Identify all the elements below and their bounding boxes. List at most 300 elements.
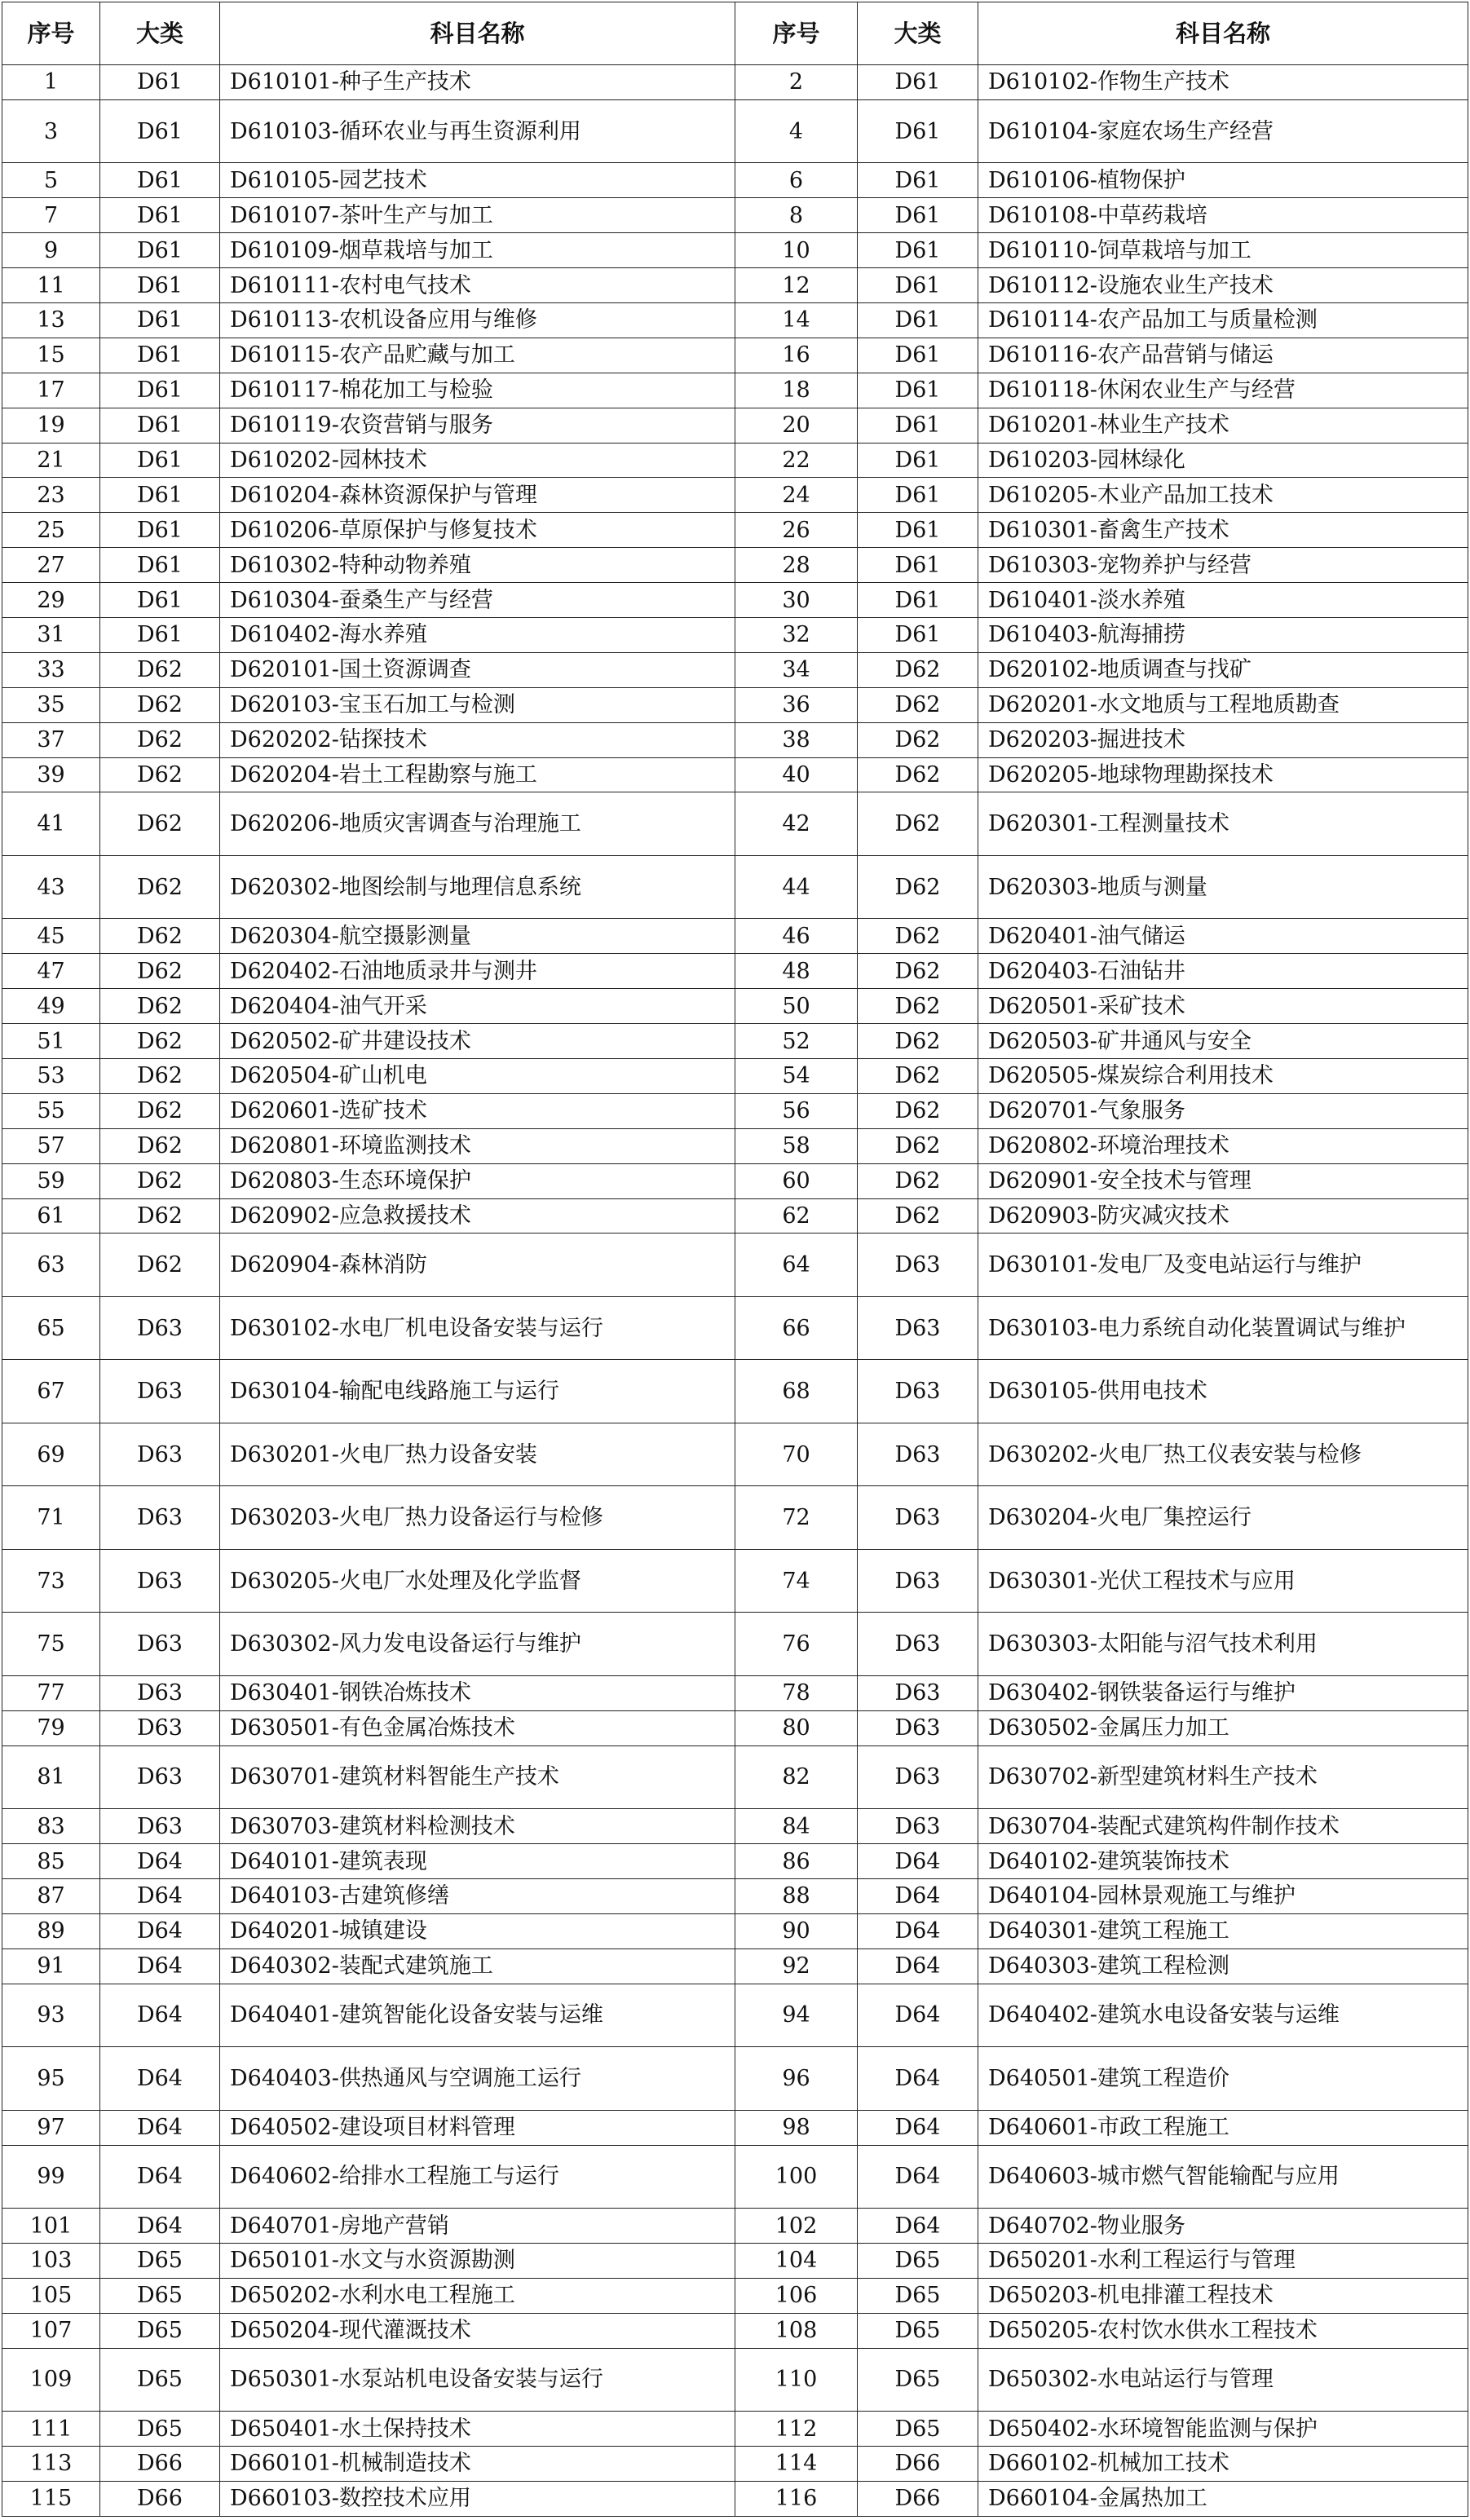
subject-cell: D620102-地质调查与找矿 xyxy=(978,652,1468,687)
category-cell: D61 xyxy=(100,198,220,233)
subject-cell: D610401-淡水养殖 xyxy=(978,583,1468,618)
subject-cell: D610118-休闲农业生产与经营 xyxy=(978,373,1468,408)
category-cell: D64 xyxy=(858,2145,978,2209)
category-cell: D63 xyxy=(858,1423,978,1486)
category-cell: D61 xyxy=(858,548,978,583)
table-row xyxy=(2,1549,1468,1613)
table-row xyxy=(2,198,1468,233)
category-cell: D61 xyxy=(100,233,220,268)
subject-cell: D620404-油气开采 xyxy=(220,989,735,1024)
serial-cell: 79 xyxy=(2,1710,100,1745)
subject-cell: D610113-农机设备应用与维修 xyxy=(220,302,735,338)
subject-cell: D610111-农村电气技术 xyxy=(220,268,735,303)
serial-cell: 93 xyxy=(2,1984,100,2047)
serial-cell: 114 xyxy=(735,2447,858,2482)
category-cell: D61 xyxy=(100,268,220,303)
serial-cell: 68 xyxy=(735,1360,858,1423)
category-cell: D62 xyxy=(100,1093,220,1128)
category-cell: D61 xyxy=(858,65,978,100)
category-cell: D62 xyxy=(100,1128,220,1163)
subject-cell: D640601-市政工程施工 xyxy=(978,2110,1468,2145)
subject-cell: D620802-环境治理技术 xyxy=(978,1128,1468,1163)
header-category-right: 大类 xyxy=(858,2,978,65)
serial-cell: 67 xyxy=(2,1360,100,1423)
serial-cell: 20 xyxy=(735,408,858,443)
serial-cell: 29 xyxy=(2,583,100,618)
category-cell: D62 xyxy=(100,1234,220,1297)
table-row xyxy=(2,163,1468,198)
serial-cell: 38 xyxy=(735,722,858,757)
subject-cell: D630105-供用电技术 xyxy=(978,1360,1468,1423)
serial-cell: 54 xyxy=(735,1058,858,1093)
subject-cell: D630303-太阳能与沼气技术利用 xyxy=(978,1613,1468,1676)
category-cell: D63 xyxy=(100,1745,220,1809)
serial-cell: 71 xyxy=(2,1486,100,1550)
subject-cell: D630704-装配式建筑构件制作技术 xyxy=(978,1809,1468,1844)
category-cell: D65 xyxy=(100,2348,220,2412)
serial-cell: 48 xyxy=(735,954,858,989)
serial-cell: 45 xyxy=(2,919,100,954)
serial-cell: 91 xyxy=(2,1948,100,1984)
serial-cell: 5 xyxy=(2,163,100,198)
subject-table xyxy=(2,2,1468,2517)
serial-cell: 47 xyxy=(2,954,100,989)
serial-cell: 34 xyxy=(735,652,858,687)
table-row xyxy=(2,1675,1468,1710)
category-cell: D63 xyxy=(100,1809,220,1844)
category-cell: D61 xyxy=(858,198,978,233)
subject-cell: D610112-设施农业生产技术 xyxy=(978,268,1468,303)
category-cell: D62 xyxy=(100,652,220,687)
serial-cell: 25 xyxy=(2,513,100,548)
serial-cell: 49 xyxy=(2,989,100,1024)
serial-cell: 94 xyxy=(735,1984,858,2047)
serial-cell: 111 xyxy=(2,2412,100,2447)
serial-cell: 17 xyxy=(2,373,100,408)
subject-cell: D650101-水文与水资源勘测 xyxy=(220,2243,735,2278)
category-cell: D61 xyxy=(100,617,220,652)
category-cell: D65 xyxy=(858,2278,978,2313)
table-row xyxy=(2,2047,1468,2111)
serial-cell: 37 xyxy=(2,722,100,757)
serial-cell: 56 xyxy=(735,1093,858,1128)
category-cell: D64 xyxy=(100,1879,220,1914)
table-row xyxy=(2,548,1468,583)
subject-cell: D610302-特种动物养殖 xyxy=(220,548,735,583)
category-cell: D62 xyxy=(100,1058,220,1093)
subject-cell: D640602-给排水工程施工与运行 xyxy=(220,2145,735,2209)
subject-cell: D610115-农产品贮藏与加工 xyxy=(220,338,735,373)
subject-cell: D650201-水利工程运行与管理 xyxy=(978,2243,1468,2278)
category-cell: D65 xyxy=(858,2243,978,2278)
header-serial-right: 序号 xyxy=(735,2,858,65)
category-cell: D61 xyxy=(858,373,978,408)
category-cell: D62 xyxy=(858,989,978,1024)
table-row xyxy=(2,989,1468,1024)
category-cell: D63 xyxy=(100,1549,220,1613)
serial-cell: 90 xyxy=(735,1913,858,1948)
serial-cell: 26 xyxy=(735,513,858,548)
category-cell: D61 xyxy=(858,478,978,513)
table-row xyxy=(2,513,1468,548)
category-cell: D63 xyxy=(858,1486,978,1550)
table-body xyxy=(2,65,1468,2517)
category-cell: D61 xyxy=(100,513,220,548)
table-row xyxy=(2,1163,1468,1198)
category-cell: D62 xyxy=(858,1128,978,1163)
table-row xyxy=(2,2243,1468,2278)
subject-cell: D610205-木业产品加工技术 xyxy=(978,478,1468,513)
serial-cell: 58 xyxy=(735,1128,858,1163)
subject-cell: D620304-航空摄影测量 xyxy=(220,919,735,954)
category-cell: D61 xyxy=(858,302,978,338)
serial-cell: 27 xyxy=(2,548,100,583)
serial-cell: 11 xyxy=(2,268,100,303)
category-cell: D62 xyxy=(858,757,978,792)
subject-cell: D610204-森林资源保护与管理 xyxy=(220,478,735,513)
subject-cell: D620505-煤炭综合利用技术 xyxy=(978,1058,1468,1093)
category-cell: D61 xyxy=(100,302,220,338)
subject-cell: D640702-物业服务 xyxy=(978,2209,1468,2244)
table-row xyxy=(2,617,1468,652)
subject-cell: D650202-水利水电工程施工 xyxy=(220,2278,735,2313)
serial-cell: 83 xyxy=(2,1809,100,1844)
subject-cell: D660102-机械加工技术 xyxy=(978,2447,1468,2482)
subject-cell: D640701-房地产营销 xyxy=(220,2209,735,2244)
subject-cell: D610203-园林绿化 xyxy=(978,443,1468,478)
category-cell: D61 xyxy=(858,338,978,373)
subject-cell: D630502-金属压力加工 xyxy=(978,1710,1468,1745)
subject-cell: D630102-水电厂机电设备安装与运行 xyxy=(220,1296,735,1360)
subject-cell: D630203-火电厂热力设备运行与检修 xyxy=(220,1486,735,1550)
serial-cell: 63 xyxy=(2,1234,100,1297)
header-category-left: 大类 xyxy=(100,2,220,65)
category-cell: D62 xyxy=(100,722,220,757)
subject-cell: D630103-电力系统自动化装置调试与维护 xyxy=(978,1296,1468,1360)
category-cell: D64 xyxy=(858,2047,978,2111)
subject-cell: D650205-农村饮水供水工程技术 xyxy=(978,2313,1468,2348)
serial-cell: 116 xyxy=(735,2481,858,2516)
subject-cell: D620701-气象服务 xyxy=(978,1093,1468,1128)
category-cell: D63 xyxy=(858,1745,978,1809)
table-row xyxy=(2,583,1468,618)
table-row xyxy=(2,1360,1468,1423)
category-cell: D63 xyxy=(100,1423,220,1486)
subject-cell: D610108-中草药栽培 xyxy=(978,198,1468,233)
subject-cell: D630501-有色金属冶炼技术 xyxy=(220,1710,735,1745)
table-row xyxy=(2,478,1468,513)
category-cell: D62 xyxy=(858,792,978,856)
serial-cell: 99 xyxy=(2,2145,100,2209)
table-row xyxy=(2,2348,1468,2412)
category-cell: D62 xyxy=(100,1198,220,1234)
subject-cell: D640201-城镇建设 xyxy=(220,1913,735,1948)
category-cell: D61 xyxy=(100,338,220,373)
subject-cell: D630302-风力发电设备运行与维护 xyxy=(220,1613,735,1676)
serial-cell: 105 xyxy=(2,2278,100,2313)
subject-cell: D630701-建筑材料智能生产技术 xyxy=(220,1745,735,1809)
subject-cell: D640401-建筑智能化设备安装与运维 xyxy=(220,1984,735,2047)
category-cell: D64 xyxy=(858,1984,978,2047)
table-row xyxy=(2,338,1468,373)
table-row xyxy=(2,1913,1468,1948)
serial-cell: 31 xyxy=(2,617,100,652)
table-row xyxy=(2,954,1468,989)
table-row xyxy=(2,1128,1468,1163)
serial-cell: 74 xyxy=(735,1549,858,1613)
subject-cell: D620205-地球物理勘探技术 xyxy=(978,757,1468,792)
subject-cell: D640302-装配式建筑施工 xyxy=(220,1948,735,1984)
table-row xyxy=(2,1198,1468,1234)
serial-cell: 24 xyxy=(735,478,858,513)
category-cell: D64 xyxy=(100,1948,220,1984)
serial-cell: 78 xyxy=(735,1675,858,1710)
serial-cell: 61 xyxy=(2,1198,100,1234)
subject-cell: D640603-城市燃气智能输配与应用 xyxy=(978,2145,1468,2209)
category-cell: D64 xyxy=(100,1844,220,1879)
subject-cell: D610116-农产品营销与储运 xyxy=(978,338,1468,373)
subject-cell: D620303-地质与测量 xyxy=(978,855,1468,919)
category-cell: D64 xyxy=(100,1913,220,1948)
subject-cell: D640102-建筑装饰技术 xyxy=(978,1844,1468,1879)
category-cell: D64 xyxy=(858,2110,978,2145)
serial-cell: 33 xyxy=(2,652,100,687)
category-cell: D62 xyxy=(100,1024,220,1059)
serial-cell: 28 xyxy=(735,548,858,583)
serial-cell: 55 xyxy=(2,1093,100,1128)
subject-cell: D620902-应急救援技术 xyxy=(220,1198,735,1234)
category-cell: D62 xyxy=(858,722,978,757)
serial-cell: 82 xyxy=(735,1745,858,1809)
category-cell: D64 xyxy=(858,1948,978,1984)
table-row xyxy=(2,65,1468,100)
category-cell: D64 xyxy=(858,1844,978,1879)
category-cell: D62 xyxy=(858,1163,978,1198)
serial-cell: 52 xyxy=(735,1024,858,1059)
serial-cell: 64 xyxy=(735,1234,858,1297)
serial-cell: 76 xyxy=(735,1613,858,1676)
serial-cell: 44 xyxy=(735,855,858,919)
serial-cell: 95 xyxy=(2,2047,100,2111)
subject-cell: D630703-建筑材料检测技术 xyxy=(220,1809,735,1844)
subject-cell: D630402-钢铁装备运行与维护 xyxy=(978,1675,1468,1710)
category-cell: D63 xyxy=(100,1710,220,1745)
category-cell: D61 xyxy=(858,617,978,652)
serial-cell: 92 xyxy=(735,1948,858,1984)
category-cell: D62 xyxy=(100,989,220,1024)
subject-cell: D650301-水泵站机电设备安装与运行 xyxy=(220,2348,735,2412)
serial-cell: 43 xyxy=(2,855,100,919)
subject-cell: D620403-石油钻井 xyxy=(978,954,1468,989)
table-row xyxy=(2,792,1468,856)
subject-cell: D610301-畜禽生产技术 xyxy=(978,513,1468,548)
category-cell: D65 xyxy=(100,2412,220,2447)
serial-cell: 51 xyxy=(2,1024,100,1059)
subject-cell: D620801-环境监测技术 xyxy=(220,1128,735,1163)
category-cell: D62 xyxy=(100,919,220,954)
serial-cell: 80 xyxy=(735,1710,858,1745)
category-cell: D64 xyxy=(858,1879,978,1914)
serial-cell: 62 xyxy=(735,1198,858,1234)
category-cell: D65 xyxy=(100,2243,220,2278)
category-cell: D61 xyxy=(100,408,220,443)
serial-cell: 100 xyxy=(735,2145,858,2209)
category-cell: D62 xyxy=(858,687,978,722)
subject-cell: D620201-水文地质与工程地质勘查 xyxy=(978,687,1468,722)
subject-cell: D640501-建筑工程造价 xyxy=(978,2047,1468,2111)
category-cell: D63 xyxy=(100,1486,220,1550)
category-cell: D61 xyxy=(100,548,220,583)
category-cell: D62 xyxy=(100,1163,220,1198)
subject-cell: D650203-机电排灌工程技术 xyxy=(978,2278,1468,2313)
subject-cell: D610402-海水养殖 xyxy=(220,617,735,652)
header-subject-left: 科目名称 xyxy=(220,2,735,65)
category-cell: D62 xyxy=(858,1024,978,1059)
table-row xyxy=(2,1486,1468,1550)
serial-cell: 9 xyxy=(2,233,100,268)
table-row xyxy=(2,1710,1468,1745)
serial-cell: 96 xyxy=(735,2047,858,2111)
serial-cell: 86 xyxy=(735,1844,858,1879)
category-cell: D64 xyxy=(100,2145,220,2209)
subject-cell: D650302-水电站运行与管理 xyxy=(978,2348,1468,2412)
category-cell: D62 xyxy=(100,687,220,722)
subject-cell: D620204-岩土工程勘察与施工 xyxy=(220,757,735,792)
serial-cell: 8 xyxy=(735,198,858,233)
serial-cell: 69 xyxy=(2,1423,100,1486)
category-cell: D63 xyxy=(858,1296,978,1360)
category-cell: D61 xyxy=(100,478,220,513)
subject-cell: D610109-烟草栽培与加工 xyxy=(220,233,735,268)
table-row xyxy=(2,302,1468,338)
serial-cell: 109 xyxy=(2,2348,100,2412)
subject-cell: D620803-生态环境保护 xyxy=(220,1163,735,1198)
subject-cell: D610119-农资营销与服务 xyxy=(220,408,735,443)
serial-cell: 98 xyxy=(735,2110,858,2145)
subject-cell: D650402-水环境智能监测与保护 xyxy=(978,2412,1468,2447)
serial-cell: 113 xyxy=(2,2447,100,2482)
serial-cell: 3 xyxy=(2,99,100,163)
table-row xyxy=(2,919,1468,954)
subject-cell: D620301-工程测量技术 xyxy=(978,792,1468,856)
serial-cell: 7 xyxy=(2,198,100,233)
serial-cell: 103 xyxy=(2,2243,100,2278)
serial-cell: 30 xyxy=(735,583,858,618)
category-cell: D62 xyxy=(858,652,978,687)
subject-cell: D640303-建筑工程检测 xyxy=(978,1948,1468,1984)
table-row xyxy=(2,233,1468,268)
table-row xyxy=(2,1844,1468,1879)
subject-cell: D610304-蚕桑生产与经营 xyxy=(220,583,735,618)
serial-cell: 57 xyxy=(2,1128,100,1163)
category-cell: D66 xyxy=(100,2481,220,2516)
serial-cell: 88 xyxy=(735,1879,858,1914)
category-cell: D61 xyxy=(100,99,220,163)
table-row xyxy=(2,2313,1468,2348)
category-cell: D65 xyxy=(858,2412,978,2447)
subject-cell: D640502-建设项目材料管理 xyxy=(220,2110,735,2145)
serial-cell: 35 xyxy=(2,687,100,722)
serial-cell: 110 xyxy=(735,2348,858,2412)
subject-cell: D630101-发电厂及变电站运行与维护 xyxy=(978,1234,1468,1297)
table-row xyxy=(2,1024,1468,1059)
subject-cell: D650204-现代灌溉技术 xyxy=(220,2313,735,2348)
category-cell: D61 xyxy=(858,233,978,268)
subject-cell: D610403-航海捕捞 xyxy=(978,617,1468,652)
category-cell: D63 xyxy=(100,1296,220,1360)
table-row xyxy=(2,443,1468,478)
subject-cell: D630301-光伏工程技术与应用 xyxy=(978,1549,1468,1613)
subject-cell: D640301-建筑工程施工 xyxy=(978,1913,1468,1948)
subject-cell: D620901-安全技术与管理 xyxy=(978,1163,1468,1198)
serial-cell: 87 xyxy=(2,1879,100,1914)
serial-cell: 85 xyxy=(2,1844,100,1879)
subject-cell: D620904-森林消防 xyxy=(220,1234,735,1297)
serial-cell: 112 xyxy=(735,2412,858,2447)
subject-cell: D610201-林业生产技术 xyxy=(978,408,1468,443)
serial-cell: 75 xyxy=(2,1613,100,1676)
serial-cell: 42 xyxy=(735,792,858,856)
serial-cell: 4 xyxy=(735,99,858,163)
subject-cell: D620103-宝玉石加工与检测 xyxy=(220,687,735,722)
table-row xyxy=(2,2110,1468,2145)
category-cell: D65 xyxy=(858,2348,978,2412)
serial-cell: 12 xyxy=(735,268,858,303)
serial-cell: 19 xyxy=(2,408,100,443)
table-row xyxy=(2,2447,1468,2482)
serial-cell: 6 xyxy=(735,163,858,198)
subject-cell: D610202-园林技术 xyxy=(220,443,735,478)
category-cell: D61 xyxy=(858,268,978,303)
table-row xyxy=(2,373,1468,408)
category-cell: D63 xyxy=(858,1809,978,1844)
subject-cell: D620202-钻探技术 xyxy=(220,722,735,757)
category-cell: D64 xyxy=(858,1913,978,1948)
table-row xyxy=(2,722,1468,757)
table-row xyxy=(2,99,1468,163)
subject-cell: D640403-供热通风与空调施工运行 xyxy=(220,2047,735,2111)
table-row xyxy=(2,1613,1468,1676)
subject-cell: D610103-循环农业与再生资源利用 xyxy=(220,99,735,163)
category-cell: D61 xyxy=(858,583,978,618)
category-cell: D61 xyxy=(858,163,978,198)
category-cell: D63 xyxy=(100,1675,220,1710)
category-cell: D63 xyxy=(858,1234,978,1297)
subject-cell: D650401-水土保持技术 xyxy=(220,2412,735,2447)
subject-cell: D640103-古建筑修缮 xyxy=(220,1879,735,1914)
subject-cell: D610107-茶叶生产与加工 xyxy=(220,198,735,233)
subject-cell: D640104-园林景观施工与维护 xyxy=(978,1879,1468,1914)
table-row xyxy=(2,1948,1468,1984)
category-cell: D63 xyxy=(100,1613,220,1676)
category-cell: D63 xyxy=(858,1675,978,1710)
serial-cell: 40 xyxy=(735,757,858,792)
serial-cell: 106 xyxy=(735,2278,858,2313)
category-cell: D61 xyxy=(100,163,220,198)
serial-cell: 41 xyxy=(2,792,100,856)
category-cell: D64 xyxy=(100,1984,220,2047)
serial-cell: 15 xyxy=(2,338,100,373)
table-row xyxy=(2,1234,1468,1297)
table-row xyxy=(2,1745,1468,1809)
category-cell: D61 xyxy=(858,443,978,478)
category-cell: D63 xyxy=(858,1613,978,1676)
subject-cell: D610102-作物生产技术 xyxy=(978,65,1468,100)
subject-cell: D620504-矿山机电 xyxy=(220,1058,735,1093)
table-row xyxy=(2,1809,1468,1844)
serial-cell: 53 xyxy=(2,1058,100,1093)
subject-cell: D620101-国土资源调查 xyxy=(220,652,735,687)
